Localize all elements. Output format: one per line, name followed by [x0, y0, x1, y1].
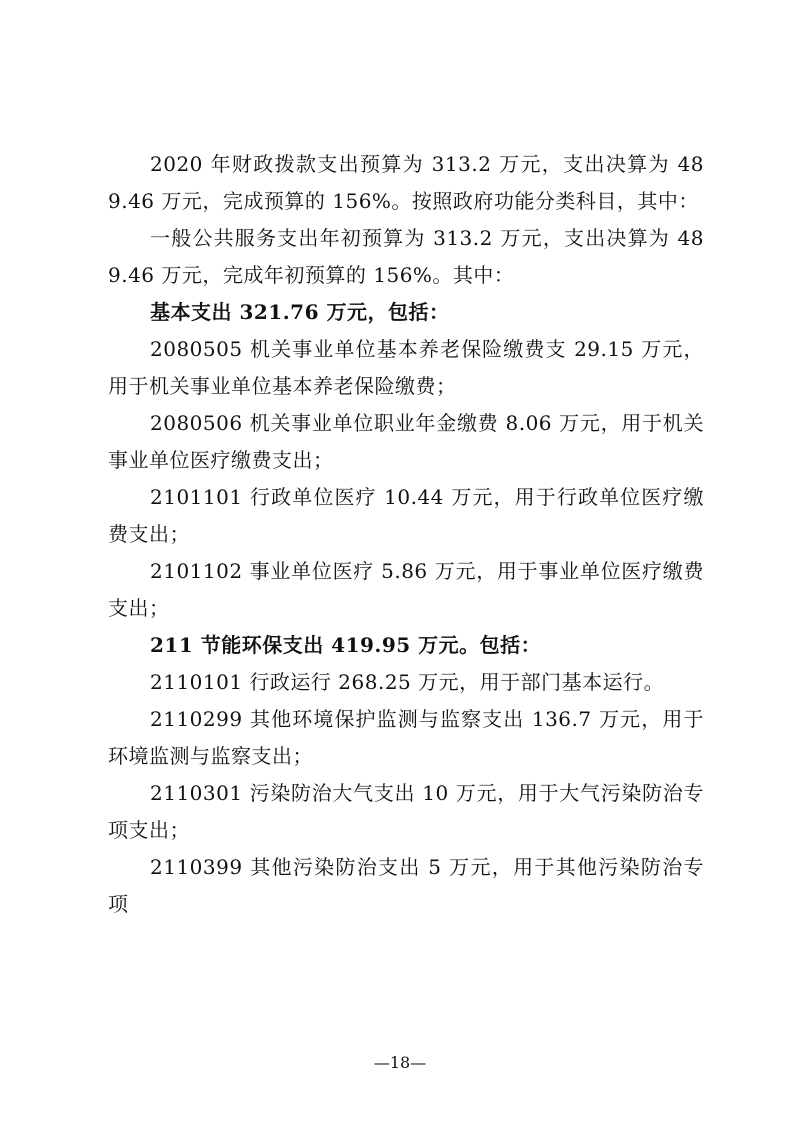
page-number: —18—: [373, 1053, 427, 1072]
paragraph-pension-insurance: 2080505 机关事业单位基本养老保险缴费支 29.15 万元，用于机关事业单位基本养老保险缴费；: [108, 337, 704, 398]
paragraph-admin-operation: 2110101 行政运行 268.25 万元，用于部门基本运行。: [150, 670, 665, 694]
paragraph-other-pollution: 2110399 其他污染防治支出 5 万元，用于其他污染防治专项: [108, 855, 704, 916]
paragraph-environment-monitoring: 2110299 其他环境保护监测与监察支出 136.7 万元，用于环境监测与监察支出；: [108, 707, 704, 768]
paragraph-budget-summary: 2020 年财政拨款支出预算为 313.2 万元，支出决算为 489.46 万元，完成预算的 156%。按照政府功能分类科目，其中：: [108, 152, 704, 213]
paragraph-occupational-annuity: 2080506 机关事业单位职业年金缴费 8.06 万元，用于机关事业单位医疗缴费支出；: [108, 411, 704, 472]
paragraph-air-pollution: 2110301 污染防治大气支出 10 万元，用于大气污染防治专项支出；: [108, 781, 704, 842]
paragraph-admin-unit-medical: 2101101 行政单位医疗 10.44 万元，用于行政单位医疗缴费支出；: [108, 485, 704, 546]
paragraph-public-institution-medical: 2101102 事业单位医疗 5.86 万元，用于事业单位医疗缴费支出；: [108, 559, 704, 620]
paragraph-basic-expenditure-heading: 基本支出 321.76 万元，包括：: [150, 300, 450, 324]
paragraph-environmental-heading: 211 节能环保支出 419.95 万元。包括：: [150, 633, 542, 657]
document-body: [108, 146, 704, 923]
paragraph-general-public-services: 一般公共服务支出年初预算为 313.2 万元，支出决算为 489.46 万元，完成年初预算的 156%。其中：: [108, 226, 704, 287]
